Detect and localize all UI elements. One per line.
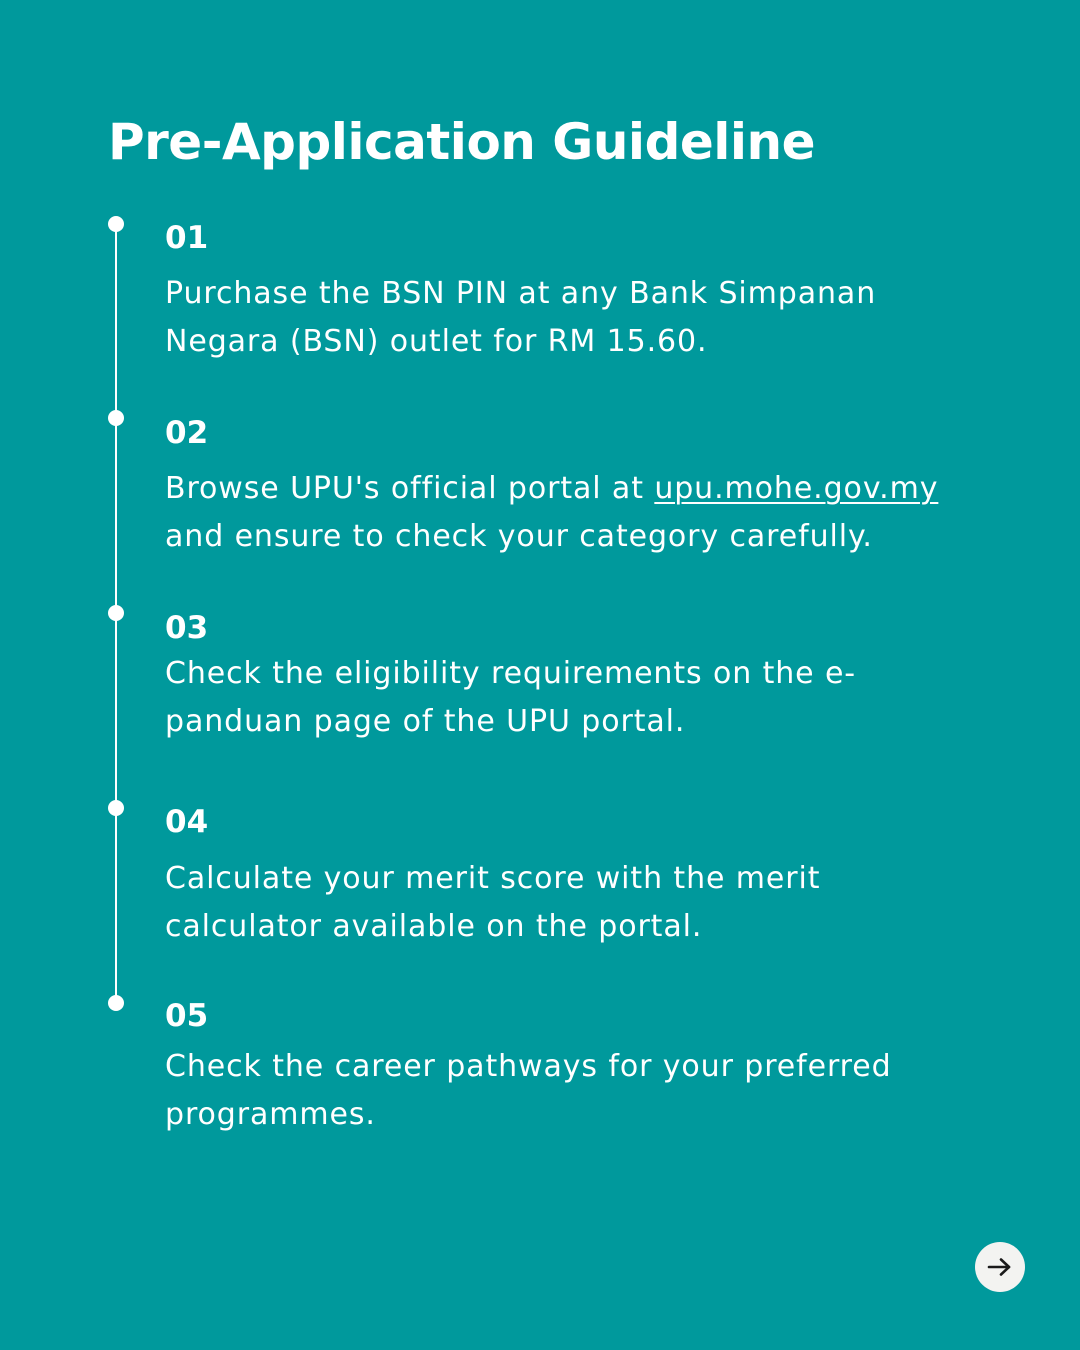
timeline-dot-2 xyxy=(108,410,124,426)
timeline-dot-3 xyxy=(108,605,124,621)
step-text-4-line-1: Calculate your merit score with the merit xyxy=(165,861,821,896)
next-button[interactable] xyxy=(975,1242,1025,1292)
step-number-4: 04 xyxy=(165,804,209,840)
step-text-3-line-1: Check the eligibility requirements on the e- xyxy=(165,656,857,691)
step-text-1-line-2: Negara (BSN) outlet for RM 15.60. xyxy=(165,324,708,359)
step-text-5-line-1: Check the career pathways for your preferred xyxy=(165,1049,892,1084)
step-text-1 xyxy=(165,270,985,366)
step-text-2-line-1 xyxy=(165,465,985,513)
step-text-3-line-2: panduan page of the UPU portal. xyxy=(165,704,686,739)
step-text-5 xyxy=(165,1043,985,1139)
timeline-dot-5 xyxy=(108,995,124,1011)
step-text-3 xyxy=(165,650,985,746)
step-number-3: 03 xyxy=(165,610,209,646)
step-text-2-line-2: and ensure to check your category carefully. xyxy=(165,519,873,554)
step-number-2: 02 xyxy=(165,415,209,451)
step-text-5-line-2: programmes. xyxy=(165,1097,376,1132)
step-text-2 xyxy=(165,465,985,561)
timeline-dot-4 xyxy=(108,800,124,816)
step-text-4 xyxy=(165,855,985,951)
step-text-4-line-2: calculator available on the portal. xyxy=(165,909,703,944)
page-title: Pre-Application Guideline xyxy=(108,113,816,171)
timeline-dot-1 xyxy=(108,216,124,232)
step-text-1-line-1: Purchase the BSN PIN at any Bank Simpanan xyxy=(165,276,877,311)
upu-portal-link[interactable]: upu.mohe.gov.my xyxy=(654,471,939,506)
step-number-1: 01 xyxy=(165,220,209,256)
step-text-2-prefix: Browse UPU's official portal at xyxy=(165,471,655,506)
arrow-right-icon xyxy=(987,1257,1013,1277)
step-number-5: 05 xyxy=(165,998,209,1034)
